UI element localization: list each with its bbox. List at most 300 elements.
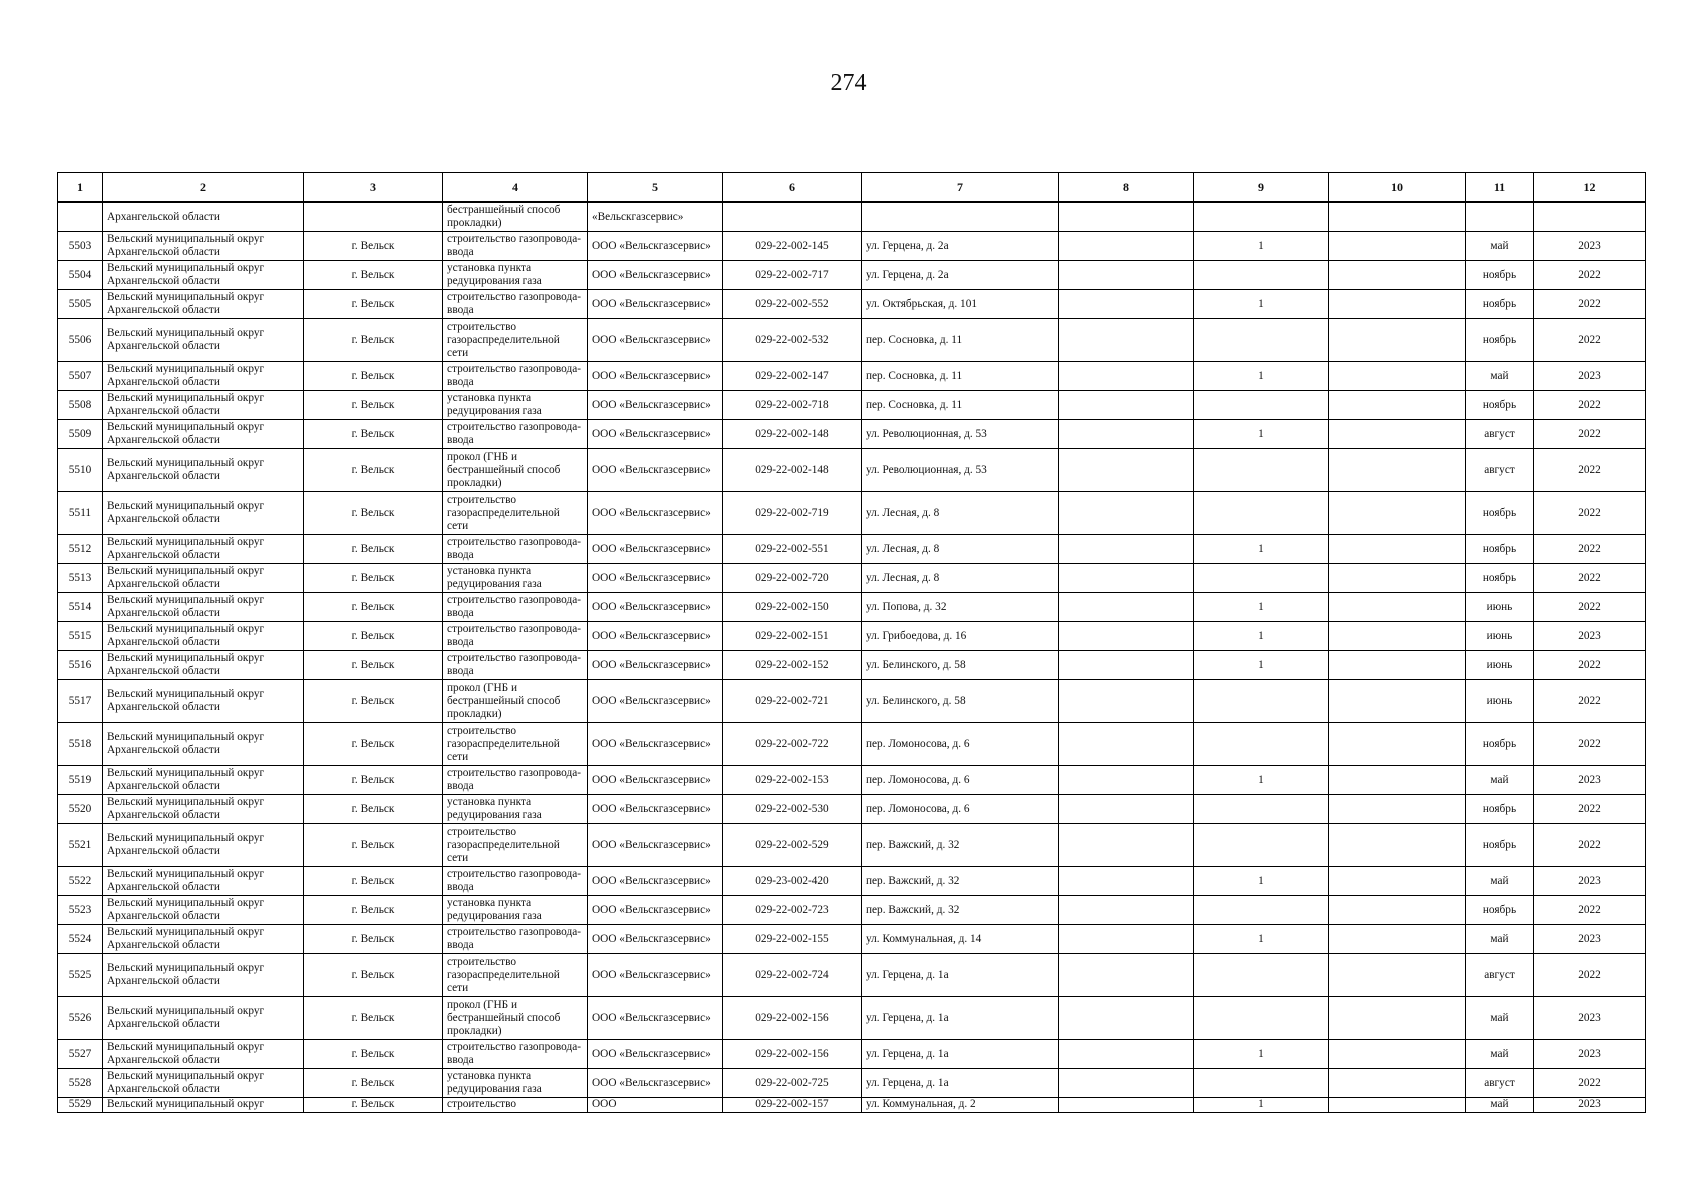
work-type-cell: прокол (ГНБ и бестраншейный способ прокладки) [443, 449, 588, 492]
organization-cell: ООО «Вельскгазсервис» [588, 391, 723, 420]
month-cell: ноябрь [1466, 391, 1534, 420]
col-header: 3 [304, 173, 443, 203]
organization-cell: ООО «Вельскгазсервис» [588, 1040, 723, 1069]
table-row [58, 723, 1646, 766]
object-code-cell: 029-22-002-147 [723, 362, 862, 391]
table-row [58, 362, 1646, 391]
table-row [58, 391, 1646, 420]
organization-cell: ООО «Вельскгазсервис» [588, 997, 723, 1040]
work-type-cell: строительство газопровода-ввода [443, 593, 588, 622]
organization-cell: ООО «Вельскгазсервис» [588, 449, 723, 492]
year-cell: 2022 [1534, 290, 1646, 319]
municipality-cell: Вельский муниципальный округ Архангельской области [103, 593, 304, 622]
municipality-cell: Вельский муниципальный округ Архангельской области [103, 954, 304, 997]
value-9-cell [1194, 680, 1329, 723]
value-9-cell [1194, 824, 1329, 867]
value-9-cell: 1 [1194, 232, 1329, 261]
year-cell: 2023 [1534, 997, 1646, 1040]
value-9-cell: 1 [1194, 362, 1329, 391]
organization-cell: ООО «Вельскгазсервис» [588, 290, 723, 319]
locality-cell: г. Вельск [304, 954, 443, 997]
address-cell: ул. Коммунальная, д. 14 [862, 925, 1059, 954]
locality-cell: г. Вельск [304, 362, 443, 391]
col-header: 2 [103, 173, 304, 203]
object-code-cell: 029-22-002-151 [723, 622, 862, 651]
address-cell: ул. Попова, д. 32 [862, 593, 1059, 622]
year-cell: 2023 [1534, 232, 1646, 261]
row-number-cell: 5529 [58, 1098, 103, 1113]
work-type-cell: строительство газопровода-ввода [443, 925, 588, 954]
object-code-cell: 029-22-002-529 [723, 824, 862, 867]
col-header: 7 [862, 173, 1059, 203]
address-cell: ул. Герцена, д. 1а [862, 997, 1059, 1040]
page-number: 274 [830, 70, 867, 96]
address-cell: пер. Ломоносова, д. 6 [862, 795, 1059, 824]
municipality-cell: Вельский муниципальный округ Архангельской области [103, 651, 304, 680]
row-number-cell: 5523 [58, 896, 103, 925]
locality-cell: г. Вельск [304, 535, 443, 564]
object-code-cell: 029-22-002-725 [723, 1069, 862, 1098]
row-number-cell: 5524 [58, 925, 103, 954]
header-row [58, 173, 1646, 203]
month-cell: май [1466, 232, 1534, 261]
table-row [58, 997, 1646, 1040]
value-8-cell [1059, 261, 1194, 290]
organization-cell: ООО «Вельскгазсервис» [588, 766, 723, 795]
table-row [58, 261, 1646, 290]
month-cell: август [1466, 449, 1534, 492]
municipality-cell: Вельский муниципальный округ Архангельской области [103, 319, 304, 362]
organization-cell: ООО «Вельскгазсервис» [588, 824, 723, 867]
value-10-cell [1329, 680, 1466, 723]
value-10-cell [1329, 492, 1466, 535]
row-number-cell: 5521 [58, 824, 103, 867]
row-number-cell: 5519 [58, 766, 103, 795]
month-cell: май [1466, 766, 1534, 795]
locality-cell: г. Вельск [304, 680, 443, 723]
table-row [58, 766, 1646, 795]
work-type-cell: строительство газопровода-ввода [443, 1040, 588, 1069]
object-code-cell: 029-22-002-552 [723, 290, 862, 319]
work-type-cell: строительство газопровода-ввода [443, 622, 588, 651]
organization-cell: ООО «Вельскгазсервис» [588, 622, 723, 651]
col-header: 10 [1329, 173, 1466, 203]
row-number-cell: 5506 [58, 319, 103, 362]
row-number-cell: 5505 [58, 290, 103, 319]
municipality-cell: Вельский муниципальный округ Архангельской области [103, 362, 304, 391]
organization-cell: ООО «Вельскгазсервис» [588, 867, 723, 896]
address-cell: пер. Важский, д. 32 [862, 824, 1059, 867]
object-code-cell: 029-22-002-717 [723, 261, 862, 290]
address-cell: ул. Белинского, д. 58 [862, 680, 1059, 723]
year-cell: 2022 [1534, 723, 1646, 766]
address-cell: ул. Лесная, д. 8 [862, 492, 1059, 535]
work-type-cell: строительство газопровода-ввода [443, 867, 588, 896]
address-cell: пер. Сосновка, д. 11 [862, 362, 1059, 391]
month-cell: май [1466, 1098, 1534, 1113]
locality-cell: г. Вельск [304, 896, 443, 925]
object-code-cell: 029-22-002-722 [723, 723, 862, 766]
locality-cell: г. Вельск [304, 997, 443, 1040]
value-10-cell [1329, 290, 1466, 319]
value-9-cell: 1 [1194, 290, 1329, 319]
municipality-cell: Вельский муниципальный округ Архангельской области [103, 680, 304, 723]
row-number-cell: 5503 [58, 232, 103, 261]
value-8-cell [1059, 420, 1194, 449]
value-8-cell [1059, 391, 1194, 420]
table-row [58, 954, 1646, 997]
month-cell: май [1466, 362, 1534, 391]
object-code-cell: 029-22-002-530 [723, 795, 862, 824]
value-8-cell [1059, 766, 1194, 795]
table-row [58, 896, 1646, 925]
row-number-cell: 5509 [58, 420, 103, 449]
table-row [58, 492, 1646, 535]
row-number-cell: 5513 [58, 564, 103, 593]
year-cell: 2022 [1534, 593, 1646, 622]
municipality-cell: Вельский муниципальный округ Архангельской области [103, 449, 304, 492]
month-cell: август [1466, 954, 1534, 997]
year-cell: 2022 [1534, 954, 1646, 997]
row-number-cell: 5507 [58, 362, 103, 391]
value-8-cell [1059, 492, 1194, 535]
table-row [58, 449, 1646, 492]
row-number-cell: 5520 [58, 795, 103, 824]
value-8-cell [1059, 795, 1194, 824]
value-10-cell [1329, 824, 1466, 867]
work-type-cell: строительство газопровода-ввода [443, 651, 588, 680]
locality-cell: г. Вельск [304, 420, 443, 449]
table-row [58, 867, 1646, 896]
municipality-cell: Вельский муниципальный округ Архангельской области [103, 997, 304, 1040]
address-cell: ул. Белинского, д. 58 [862, 651, 1059, 680]
table-row [58, 795, 1646, 824]
address-cell: ул. Грибоедова, д. 16 [862, 622, 1059, 651]
row-number-cell: 5528 [58, 1069, 103, 1098]
table-row [58, 824, 1646, 867]
object-code-cell: 029-22-002-724 [723, 954, 862, 997]
value-8-cell [1059, 319, 1194, 362]
object-code-cell: 029-22-002-723 [723, 896, 862, 925]
month-cell: ноябрь [1466, 535, 1534, 564]
value-10-cell [1329, 420, 1466, 449]
address-cell: ул. Революционная, д. 53 [862, 449, 1059, 492]
organization-cell: ООО «Вельскгазсервис» [588, 723, 723, 766]
value-10-cell [1329, 449, 1466, 492]
municipality-cell: Вельский муниципальный округ Архангельской области [103, 261, 304, 290]
work-type-cell: строительство газопровода-ввода [443, 362, 588, 391]
locality-cell: г. Вельск [304, 232, 443, 261]
value-8-cell [1059, 1098, 1194, 1113]
work-type-cell: строительство газораспределительной сети [443, 723, 588, 766]
object-code-cell: 029-22-002-718 [723, 391, 862, 420]
object-code-cell: 029-22-002-156 [723, 997, 862, 1040]
municipality-cell: Вельский муниципальный округ Архангельской области [103, 896, 304, 925]
year-cell: 2022 [1534, 651, 1646, 680]
value-9-cell [1194, 564, 1329, 593]
value-10-cell [1329, 723, 1466, 766]
municipality-cell: Вельский муниципальный округ [103, 1098, 304, 1113]
address-cell: ул. Герцена, д. 1а [862, 954, 1059, 997]
organization-cell: ООО «Вельскгазсервис» [588, 593, 723, 622]
value-8-cell [1059, 723, 1194, 766]
address-cell: ул. Коммунальная, д. 2 [862, 1098, 1059, 1113]
work-type-cell: установка пункта редуцирования газа [443, 896, 588, 925]
table-row [58, 564, 1646, 593]
table-row [58, 1069, 1646, 1098]
value-9-cell [1194, 997, 1329, 1040]
work-type-cell: строительство газопровода-ввода [443, 290, 588, 319]
row-number-cell: 5511 [58, 492, 103, 535]
row-number-cell: 5522 [58, 867, 103, 896]
value-9-cell: 1 [1194, 766, 1329, 795]
locality-cell: г. Вельск [304, 1098, 443, 1113]
month-cell: июнь [1466, 593, 1534, 622]
value-9-cell: 1 [1194, 925, 1329, 954]
work-type-cell: строительство газораспределительной сети [443, 492, 588, 535]
value-9-cell: 1 [1194, 535, 1329, 564]
row-number-cell: 5515 [58, 622, 103, 651]
locality-cell: г. Вельск [304, 593, 443, 622]
value-10-cell [1329, 766, 1466, 795]
year-cell: 2022 [1534, 1069, 1646, 1098]
month-cell: ноябрь [1466, 824, 1534, 867]
month-cell: май [1466, 1040, 1534, 1069]
object-code-cell: 029-22-002-720 [723, 564, 862, 593]
month-cell: ноябрь [1466, 290, 1534, 319]
table-row [58, 319, 1646, 362]
municipality-cell: Вельский муниципальный округ Архангельской области [103, 925, 304, 954]
object-code-cell: 029-22-002-155 [723, 925, 862, 954]
value-8-cell [1059, 651, 1194, 680]
value-9-cell: 1 [1194, 593, 1329, 622]
address-cell: ул. Революционная, д. 53 [862, 420, 1059, 449]
municipality-cell: Вельский муниципальный округ Архангельской области [103, 564, 304, 593]
organization-cell: ООО «Вельскгазсервис» [588, 1069, 723, 1098]
value-8-cell [1059, 593, 1194, 622]
locality-cell: г. Вельск [304, 766, 443, 795]
object-code-cell: 029-22-002-153 [723, 766, 862, 795]
col-header: 1 [58, 173, 103, 203]
object-code-cell: 029-22-002-721 [723, 680, 862, 723]
work-type-cell: установка пункта редуцирования газа [443, 1069, 588, 1098]
locality-cell: г. Вельск [304, 261, 443, 290]
value-10-cell [1329, 954, 1466, 997]
object-code-cell: 029-22-002-145 [723, 232, 862, 261]
value-9-cell [1194, 954, 1329, 997]
value-10-cell [1329, 622, 1466, 651]
locality-cell: г. Вельск [304, 1069, 443, 1098]
month-cell: июнь [1466, 651, 1534, 680]
value-9-cell: 1 [1194, 622, 1329, 651]
locality-cell: г. Вельск [304, 290, 443, 319]
locality-cell: г. Вельск [304, 1040, 443, 1069]
col-header: 11 [1466, 173, 1534, 203]
object-code-cell: 029-23-002-420 [723, 867, 862, 896]
table-row [58, 925, 1646, 954]
table-row [58, 232, 1646, 261]
municipality-cell: Вельский муниципальный округ Архангельской области [103, 232, 304, 261]
work-type-cell: установка пункта редуцирования газа [443, 261, 588, 290]
object-code-cell: 029-22-002-150 [723, 593, 862, 622]
organization-cell: ООО «Вельскгазсервис» [588, 232, 723, 261]
value-8-cell [1059, 1040, 1194, 1069]
value-8-cell [1059, 449, 1194, 492]
month-cell: август [1466, 420, 1534, 449]
value-8-cell [1059, 824, 1194, 867]
locality-cell: г. Вельск [304, 824, 443, 867]
continuation-row [58, 202, 1646, 232]
locality-cell: г. Вельск [304, 723, 443, 766]
value-8-cell [1059, 867, 1194, 896]
work-type-cell: строительство газопровода-ввода [443, 766, 588, 795]
table-row [58, 535, 1646, 564]
work-type-cell: строительство газораспределительной сети [443, 319, 588, 362]
year-cell: 2022 [1534, 391, 1646, 420]
municipality-cell: Вельский муниципальный округ Архангельской области [103, 492, 304, 535]
organization-cell: ООО «Вельскгазсервис» [588, 362, 723, 391]
organization-cell: ООО «Вельскгазсервис» [588, 795, 723, 824]
work-type-cell: строительство газопровода-ввода [443, 535, 588, 564]
organization-cell: ООО «Вельскгазсервис» [588, 564, 723, 593]
year-cell: 2022 [1534, 564, 1646, 593]
month-cell: май [1466, 925, 1534, 954]
register-table [57, 172, 1646, 1113]
municipality-cell: Вельский муниципальный округ Архангельской области [103, 723, 304, 766]
value-10-cell [1329, 593, 1466, 622]
month-cell: июнь [1466, 680, 1534, 723]
year-cell: 2022 [1534, 896, 1646, 925]
year-cell: 2022 [1534, 824, 1646, 867]
col-header: 6 [723, 173, 862, 203]
locality-cell: г. Вельск [304, 795, 443, 824]
table-row [58, 290, 1646, 319]
col-header: 9 [1194, 173, 1329, 203]
year-cell: 2023 [1534, 1098, 1646, 1113]
organization-cell: ООО «Вельскгазсервис» [588, 651, 723, 680]
month-cell: ноябрь [1466, 723, 1534, 766]
organization-cell: ООО «Вельскгазсервис» [588, 319, 723, 362]
year-cell: 2023 [1534, 925, 1646, 954]
organization-cell: ООО «Вельскгазсервис» [588, 420, 723, 449]
address-cell: пер. Ломоносова, д. 6 [862, 766, 1059, 795]
row-number-cell: 5516 [58, 651, 103, 680]
object-code-cell: 029-22-002-551 [723, 535, 862, 564]
value-10-cell [1329, 535, 1466, 564]
table-row [58, 622, 1646, 651]
year-cell: 2023 [1534, 362, 1646, 391]
month-cell: ноябрь [1466, 261, 1534, 290]
address-cell: ул. Герцена, д. 1а [862, 1040, 1059, 1069]
address-cell: ул. Лесная, д. 8 [862, 564, 1059, 593]
locality-cell: г. Вельск [304, 492, 443, 535]
work-type-cell: установка пункта редуцирования газа [443, 391, 588, 420]
value-9-cell [1194, 449, 1329, 492]
work-type-cell: строительство газопровода-ввода [443, 420, 588, 449]
row-number-cell: 5512 [58, 535, 103, 564]
month-cell: ноябрь [1466, 564, 1534, 593]
work-type-cell: строительство газораспределительной сети [443, 954, 588, 997]
month-cell: ноябрь [1466, 492, 1534, 535]
value-9-cell [1194, 795, 1329, 824]
continuation-municipality: Архангельской области [103, 202, 304, 232]
table-row [58, 680, 1646, 723]
value-8-cell [1059, 680, 1194, 723]
value-9-cell [1194, 319, 1329, 362]
value-10-cell [1329, 232, 1466, 261]
value-10-cell [1329, 362, 1466, 391]
organization-cell: ООО «Вельскгазсервис» [588, 492, 723, 535]
row-number-cell: 5526 [58, 997, 103, 1040]
work-type-cell: прокол (ГНБ и бестраншейный способ прокладки) [443, 680, 588, 723]
row-number-cell: 5525 [58, 954, 103, 997]
row-number-cell: 5508 [58, 391, 103, 420]
table-row [58, 1040, 1646, 1069]
address-cell: пер. Сосновка, д. 11 [862, 319, 1059, 362]
value-8-cell [1059, 1069, 1194, 1098]
month-cell: август [1466, 1069, 1534, 1098]
value-10-cell [1329, 1040, 1466, 1069]
municipality-cell: Вельский муниципальный округ Архангельской области [103, 290, 304, 319]
object-code-cell: 029-22-002-152 [723, 651, 862, 680]
table-row [58, 593, 1646, 622]
table-row [58, 651, 1646, 680]
work-type-cell: строительство газопровода-ввода [443, 232, 588, 261]
table-row [58, 420, 1646, 449]
locality-cell: г. Вельск [304, 564, 443, 593]
year-cell: 2023 [1534, 867, 1646, 896]
organization-cell: ООО «Вельскгазсервис» [588, 954, 723, 997]
value-8-cell [1059, 925, 1194, 954]
value-10-cell [1329, 1069, 1466, 1098]
col-header: 12 [1534, 173, 1646, 203]
value-8-cell [1059, 362, 1194, 391]
municipality-cell: Вельский муниципальный округ Архангельской области [103, 766, 304, 795]
organization-cell: ООО «Вельскгазсервис» [588, 261, 723, 290]
month-cell: май [1466, 997, 1534, 1040]
address-cell: пер. Сосновка, д. 11 [862, 391, 1059, 420]
value-9-cell [1194, 261, 1329, 290]
object-code-cell: 029-22-002-157 [723, 1098, 862, 1113]
value-9-cell: 1 [1194, 1098, 1329, 1113]
value-10-cell [1329, 564, 1466, 593]
locality-cell: г. Вельск [304, 925, 443, 954]
value-9-cell [1194, 896, 1329, 925]
month-cell: ноябрь [1466, 896, 1534, 925]
address-cell: пер. Важский, д. 32 [862, 867, 1059, 896]
value-9-cell: 1 [1194, 651, 1329, 680]
value-9-cell [1194, 492, 1329, 535]
address-cell: пер. Важский, д. 32 [862, 896, 1059, 925]
year-cell: 2023 [1534, 766, 1646, 795]
organization-cell: ООО «Вельскгазсервис» [588, 925, 723, 954]
work-type-cell: установка пункта редуцирования газа [443, 564, 588, 593]
object-code-cell: 029-22-002-148 [723, 449, 862, 492]
organization-cell: ООО [588, 1098, 723, 1113]
municipality-cell: Вельский муниципальный округ Архангельской области [103, 420, 304, 449]
locality-cell: г. Вельск [304, 651, 443, 680]
value-9-cell [1194, 1069, 1329, 1098]
month-cell: ноябрь [1466, 319, 1534, 362]
work-type-cell: прокол (ГНБ и бестраншейный способ прокладки) [443, 997, 588, 1040]
continuation-work-type: бестраншейный способ прокладки) [443, 202, 588, 232]
month-cell: май [1466, 867, 1534, 896]
year-cell: 2022 [1534, 420, 1646, 449]
address-cell: пер. Ломоносова, д. 6 [862, 723, 1059, 766]
value-10-cell [1329, 391, 1466, 420]
value-10-cell [1329, 896, 1466, 925]
locality-cell: г. Вельск [304, 449, 443, 492]
